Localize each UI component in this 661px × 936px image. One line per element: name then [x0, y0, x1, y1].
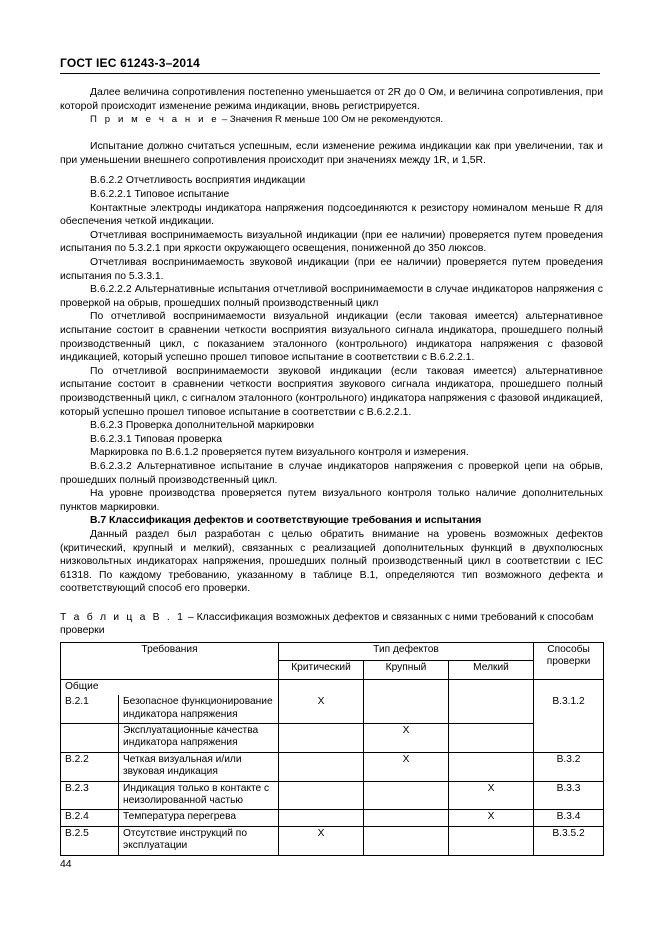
standard-code: ГОСТ IEC 61243-3–2014 [60, 56, 200, 70]
col-header-major: Крупный [364, 661, 449, 680]
row-major [364, 781, 449, 810]
page-number: 44 [60, 859, 72, 870]
row-method: B.3.5.2 [534, 826, 604, 855]
row-requirement: Безопасное функционирование индикатора напряжения [119, 695, 279, 723]
row-ref: B.2.4 [61, 810, 119, 826]
row-method: B.3.2 [534, 752, 604, 781]
row-ref: B.2.5 [61, 826, 119, 855]
row-ref: B.2.3 [61, 781, 119, 810]
document-body [60, 86, 603, 856]
row-ref: B.2.1 [61, 695, 119, 723]
row-requirement: Отсутствие инструкций по эксплуатации [119, 826, 279, 855]
table-row [61, 723, 604, 752]
row-method: B.3.3 [534, 781, 604, 810]
section-empty-major [364, 679, 449, 695]
paragraph-b623-title: В.6.2.3 Проверка дополнительной маркировки [90, 420, 315, 432]
row-requirement: Индикация только в контакте с неизолированной частью [119, 781, 279, 810]
note-paragraph [60, 113, 603, 127]
table-section-row [61, 679, 604, 695]
paragraph-b6231-title: В.6.2.3.1 Типовая проверка [90, 433, 222, 445]
row-requirement: Температура перегрева [119, 810, 279, 826]
row-critical [279, 723, 364, 752]
row-requirement: Эксплуатационные качества индикатора напряжения [119, 723, 279, 752]
defects-classification-table [60, 642, 604, 856]
row-critical: X [279, 695, 364, 723]
col-header-critical: Критический [279, 661, 364, 680]
paragraph-visual-alt-test: По отчетливой воспринимаемости визуальной индикации (если таковая имеется) альтернативное испытание состоит в сравнении четкости восприятия визуального сигнала индикатора, прошедшего полный производственный цикл, с показанием эталонного (контрольного) индикатора напряжения с фазовой индикацией, который успешно прошел типовое испытание в соответствии с В.6.2.2.1. [60, 311, 603, 364]
note-label: П р и м е ч а н и е [90, 114, 220, 126]
row-major [364, 810, 449, 826]
paragraph-b62222-title: В.6.2.2.2 Альтернативные испытания отчетливой воспринимаемости в случае индикаторов напряжения с проверкой на обрыв, прошедших полный производственный цикл [60, 284, 603, 309]
row-major [364, 695, 449, 723]
table-caption [60, 611, 603, 638]
row-requirement: Четкая визуальная и/или звуковая индикация [119, 752, 279, 781]
section-b7-heading: В.7 Классификация дефектов и соответствующие требования и испытания [90, 515, 482, 527]
row-minor [449, 723, 534, 752]
paragraph-audio-perception: Отчетливая воспринимаемость звуковой индикации (при ее наличии) проверяется путем проведения испытания по 5.3.3.1. [60, 257, 603, 282]
row-minor [449, 826, 534, 855]
paragraph-b7-intro: Данный раздел был разработан с целью обратить внимание на уровень возможных дефектов (критический, крупный и мелкий), связанных с реализацией дополнительных функций в двухполюсных низковольтных индикаторах напряжения, прошедших полный производственный цикл в соответствии с IEC 61318. По каждому требованию, указанному в таблице В.1, определяются тип возможного дефекта и соответствующий способ его проверки. [60, 528, 603, 595]
row-ref: B.2.2 [61, 752, 119, 781]
row-critical [279, 752, 364, 781]
paragraph-contacts: Контактные электроды индикатора напряжения подсоединяются к резистору номиналом меньше R для обеспечения четкой индикации. [60, 202, 603, 228]
row-method: B.3.1.2 [534, 695, 604, 752]
row-critical [279, 810, 364, 826]
col-header-requirements: Требования [61, 642, 279, 679]
col-header-minor: Мелкий [449, 661, 534, 680]
table-header-row-main [61, 642, 604, 661]
table-row [61, 752, 604, 781]
row-ref [61, 723, 119, 752]
table-caption-text: – Классификация возможных дефектов и связанных с ними требований к способам проверки [60, 611, 594, 637]
row-minor [449, 752, 534, 781]
row-major [364, 826, 449, 855]
table-row [61, 826, 604, 855]
section-label-cell: Общие [61, 679, 279, 695]
page-header [60, 56, 600, 74]
row-method: B.3.4 [534, 810, 604, 826]
row-major: X [364, 752, 449, 781]
paragraph-visual-perception: Отчетливая воспринимаемость визуальной индикации (при ее наличии) проверяется путем проведения испытания по 5.3.2.1 при яркости окружающего освещения, пониженной до 350 люксов. [60, 229, 603, 255]
paragraph-b6232-title: В.6.2.3.2 Альтернативное испытание в случае индикаторов напряжения с проверкой цепи на обрыв, прошедших полный производственный цикл. [60, 460, 603, 486]
section-empty-method [534, 679, 604, 695]
col-header-defect-type: Тип дефектов [279, 642, 534, 661]
table-row [61, 695, 604, 723]
paragraph-audio-alt-test: По отчетливой воспринимаемости звуковой индикации (если таковая имеется) альтернативное испытание состоит в сравнении четкости восприятия звукового сигнала индикатора, прошедшего полный производственный цикл, с сигналом эталонного (контрольного) индикатора напряжения с фазовой индикацией, который успешно прошел типовое испытание в соответствии с В.6.2.2.1. [60, 365, 603, 418]
row-minor: X [449, 781, 534, 810]
row-minor [449, 695, 534, 723]
row-critical: X [279, 826, 364, 855]
table-row [61, 781, 604, 810]
col-header-check-methods: Способы проверки [534, 642, 604, 679]
row-critical [279, 781, 364, 810]
note-text: – Значения R меньше 100 Ом не рекомендуются. [219, 114, 444, 126]
table-caption-label: Т а б л и ц а В . 1 [60, 611, 186, 623]
paragraph-marking-check: Маркировка по В.6.1.2 проверяется путем визуального контроля и измерения. [90, 447, 469, 459]
paragraph-b6222-title: В.6.2.2 Отчетливость восприятия индикации [90, 175, 306, 187]
section-empty-critical [279, 679, 364, 695]
row-major: X [364, 723, 449, 752]
paragraph-1: Далее величина сопротивления постепенно уменьшается от 2R до 0 Ом, и величина сопротивления, при которой происходит изменение режима индикации, вновь регистрируется. [60, 87, 603, 112]
paragraph-production-level: На уровне производства проверяется путем визуального контроля только наличие дополнительных пунктов маркировки. [60, 488, 603, 513]
paragraph-b62221-title: В.6.2.2.1 Типовое испытание [90, 189, 230, 201]
section-empty-minor [449, 679, 534, 695]
paragraph-2: Испытание должно считаться успешным, если изменение режима индикации как при увеличении, так и при уменьшении внешнего сопротивления происходит при значениях между 1R, и 1,5R. [60, 141, 603, 166]
row-minor: X [449, 810, 534, 826]
table-row [61, 810, 604, 826]
